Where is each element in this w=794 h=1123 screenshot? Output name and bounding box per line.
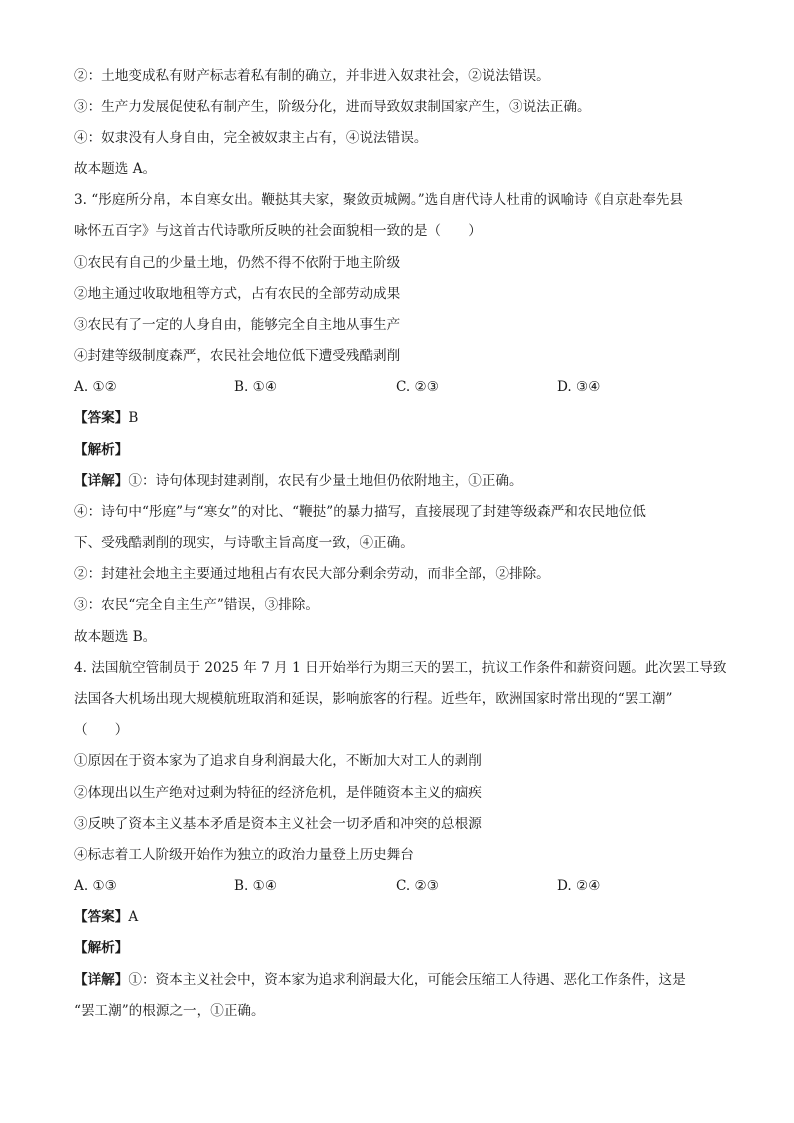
question-4-statement: ④标志着工人阶级开始作为独立的政治力量登上历史舞台 (74, 847, 414, 863)
question-4-stem-paren: （ ） (74, 722, 129, 738)
answer-tag: 【答案】 (74, 909, 129, 925)
question-3-detail (74, 471, 523, 491)
answer-value: A (128, 909, 139, 925)
answer-tag: 【答案】 (74, 410, 129, 426)
question-3-statement: ①农民有自己的少量土地，仍然不得不依附于地主阶级 (74, 255, 401, 271)
detail-tag: 【详解】 (74, 473, 129, 489)
question-3-answer (74, 408, 138, 428)
question-3-analysis-tag: 【解析】 (74, 442, 129, 458)
question-3-stem-cont: 咏怀五百字》与这首古代诗歌所反映的社会面貌相一致的是（ ） (74, 223, 482, 239)
question-4-statement: ③反映了资本主义基本矛盾是资本主义社会一切矛盾和冲突的总根源 (74, 816, 482, 832)
question-3-conclusion: 故本题选 B。 (74, 629, 157, 645)
question-4-explain: “罢工潮”的根源之一，①正确。 (74, 1003, 265, 1019)
text-line: ④：奴隶没有人身自由，完全被奴隶主占有，④说法错误。 (74, 130, 428, 146)
question-4-option-d: D. ②④ (557, 878, 601, 894)
question-4-statement: ①原因在于资本家为了追求自身利润最大化，不断加大对工人的剥削 (74, 753, 482, 769)
question-4-statement: ②体现出以生产绝对过剩为特征的经济危机，是伴随资本主义的痼疾 (74, 785, 482, 801)
detail-tag: 【详解】 (74, 972, 129, 988)
question-4-detail (74, 970, 686, 990)
detail-text: ①：诗句体现封建剥削，农民有少量土地但仍依附地主，①正确。 (128, 473, 523, 489)
question-4-stem-cont: 法国各大机场出现大规模航班取消和延误，影响旅客的行程。近些年，欧洲国家时常出现的“罢工潮” (74, 691, 673, 707)
text-line: 故本题选 A。 (74, 161, 157, 177)
question-3-explain: ②：封建社会地主主要通过地租占有农民大部分剩余劳动，而非全部，②排除。 (74, 566, 550, 582)
question-4-analysis-tag: 【解析】 (74, 940, 129, 956)
question-3-option-d: D. ③④ (557, 379, 601, 395)
question-3-statement: ②地主通过收取地租等方式，占有农民的全部劳动成果 (74, 286, 401, 302)
answer-value: B (128, 410, 139, 426)
detail-text: ①：资本主义社会中，资本家为追求利润最大化，可能会压缩工人待遇、恶化工作条件，这是 (128, 972, 686, 988)
text-line: ③：生产力发展促使私有制产生，阶级分化，进而导致奴隶制国家产生，③说法正确。 (74, 99, 591, 115)
question-3-stem: 3. “彤庭所分帛，本自寒女出。鞭挞其夫家，聚敛贡城阙。”选自唐代诗人杜甫的讽喻诗《自京赴奉先县 (74, 192, 683, 208)
question-3-option-b: B. ①④ (234, 379, 278, 395)
question-4-option-a: A. ①③ (74, 878, 117, 894)
question-3-option-c: C. ②③ (396, 379, 439, 395)
question-4-answer (74, 907, 138, 927)
question-3-explain: 下、受残酷剥削的现实，与诗歌主旨高度一致，④正确。 (74, 535, 414, 551)
question-3-explain: ④：诗句中“彤庭”与“寒女”的对比、“鞭挞”的暴力描写，直接展现了封建等级森严和农民地位低 (74, 504, 646, 520)
question-3-statement: ③农民有了一定的人身自由，能够完全自主地从事生产 (74, 317, 401, 333)
question-3-statement: ④封建等级制度森严，农民社会地位低下遭受残酷剥削 (74, 348, 401, 364)
text-line: ②：土地变成私有财产标志着私有制的确立，并非进入奴隶社会，②说法错误。 (74, 68, 550, 84)
question-3-explain: ③：农民“完全自主生产”错误，③排除。 (74, 597, 319, 613)
question-4-stem: 4. 法国航空管制员于 2025 年 7 月 1 日开始举行为期三天的罢工，抗议工作条件和薪资问题。此次罢工导致 (74, 660, 727, 676)
question-4-option-b: B. ①④ (234, 878, 278, 894)
question-3-option-a: A. ①② (74, 379, 117, 395)
question-4-option-c: C. ②③ (396, 878, 439, 894)
